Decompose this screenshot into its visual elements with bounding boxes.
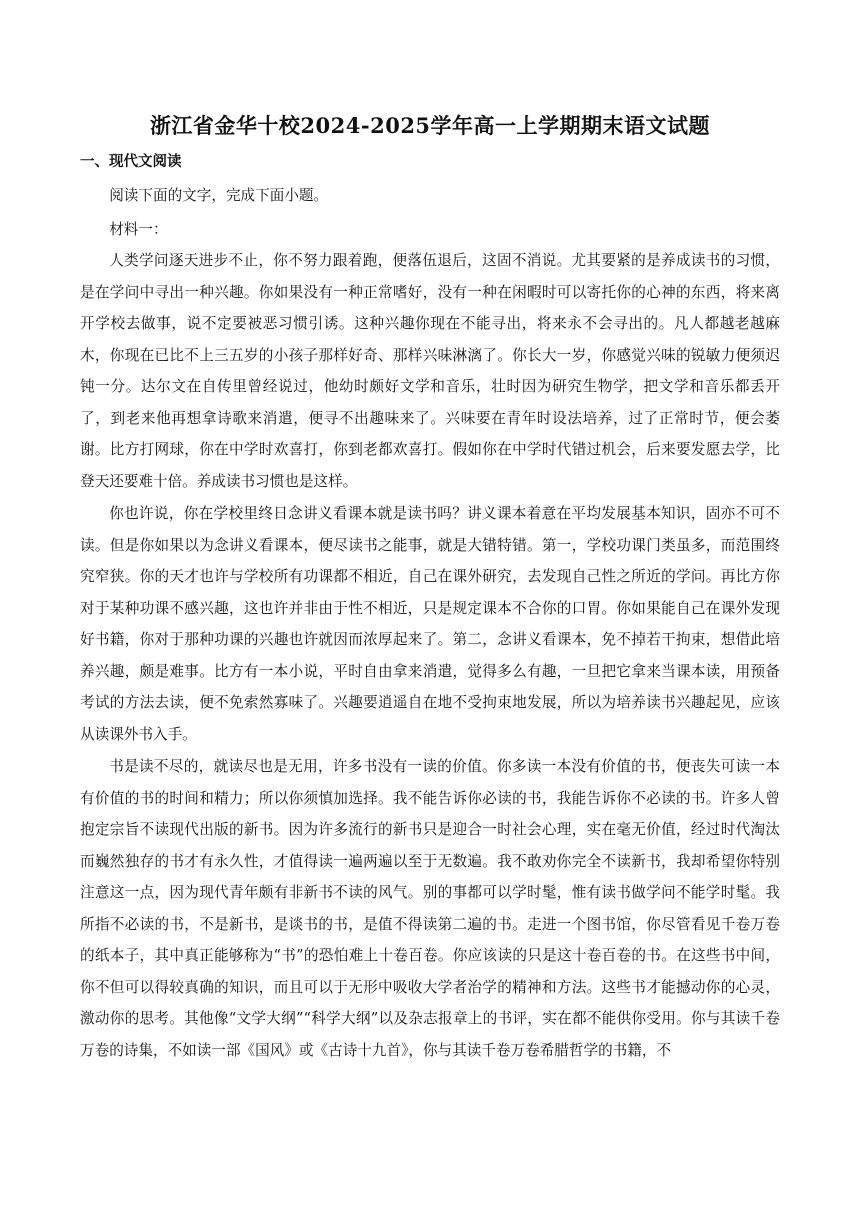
material-label: 材料一： — [109, 220, 168, 238]
paragraph-3: 书是读不尽的，就读尽也是无用，许多书没有一读的价值。你多读一本没有价值的书，便丧失可读一本有价值的书的时间和精力；所以你须慎加选择。我不能告诉你必读的书，我能告诉你不必读的书。许多人曾抱定宗旨不读现代出版的新书。因为许多流行的新书只是迎合一时社会心理，实在毫无价值，经过时代淘汰而巍然独存的书才有永久性，才值得读一遍两遍以至于无数遍。我不敢劝你完全不读新书，我却希望你特别注意这一点，因为现代青年颇有非新书不读的风气。别的事都可以学时髦，惟有读书做学问不能学时髦。我所指不必读的书，不是新书，是谈书的书，是值不得读第二遍的书。走进一个图书馆，你尽管看见千卷万卷的纸本子，其中真正能够称为“书”的恐怕难上十卷百卷。你应该读的只是这十卷百卷的书。在这些书中间，你不但可以得较真确的知识，而且可以于无形中吸收大学者治学的精神和方法。这些书才能撼动你的心灵，激动你的思考。其他像“文学大纲”“科学大纲”以及杂志报章上的书评，实在都不能供你受用。你与其读千卷万卷的诗集，不如读一部《国风》或《古诗十九首》，你与其读千卷万卷希腊哲学的书籍，不 — [80, 758, 780, 1059]
document-title: 浙江省金华十校2024-2025学年高一上学期期末语文试题 — [149, 113, 711, 138]
paragraph-2: 你也许说，你在学校里终日念讲义看课本就是读书吗？讲义课本着意在平均发展基本知识，固亦不可不读。但是你如果以为念讲义看课本，便尽读书之能事，就是大错特错。第一，学校功课门类虽多，而范围终究窄狭。你的天才也许与学校所有功课都不相近，自己在课外研究，去发现自己性之所近的学问。再比方你对于某种功课不感兴趣，这也许并非由于性不相近，只是规定课本不合你的口胃。你如果能自己在课外发现好书籍，你对于那种功课的兴趣也许就因而浓厚起来了。第二，念讲义看课本，免不掉若干拘束，想借此培养兴趣，颇是难事。比方有一本小说，平时自由拿来消遣，觉得多么有趣，一旦把它拿来当课本读，用预备考试的方法去读，便不免索然寡味了。兴趣要逍遥自在地不受拘束地发展，所以为培养读书兴趣起见，应该从读课外书入手。 — [80, 505, 780, 743]
instruction-text: 阅读下面的文字，完成下面小题。 — [109, 187, 329, 204]
section-heading: 一、现代文阅读 — [80, 154, 182, 170]
paragraph-1: 人类学问逐天进步不止，你不努力跟着跑，便落伍退后，这固不消说。尤其要紧的是养成读书的习惯，是在学问中寻出一种兴趣。你如果没有一种正常嗜好，没有一种在闲暇时可以寄托你的心神的东西，将来离开学校去做事，说不定要被恶习惯引诱。这种兴趣你现在不能寻出，将来永不会寻出的。凡人都越老越麻木，你现在已比不上三五岁的小孩子那样好奇、那样兴味淋漓了。你长大一岁，你感觉兴味的锐敏力便须迟钝一分。达尔文在自传里曾经说过，他幼时颇好文学和音乐，壮时因为研究生物学，把文学和音乐都丢开了，到老来他再想拿诗歌来消遣，便寻不出趣味来了。兴味要在青年时设法培养，过了正常时节，便会萎谢。比方打网球，你在中学时欢喜打，你到老都欢喜打。假如你在中学时代错过机会，后来要发愿去学，比登天还要难十倍。养成读书习惯也是这样。 — [80, 252, 780, 490]
document-page — [80, 110, 780, 1067]
